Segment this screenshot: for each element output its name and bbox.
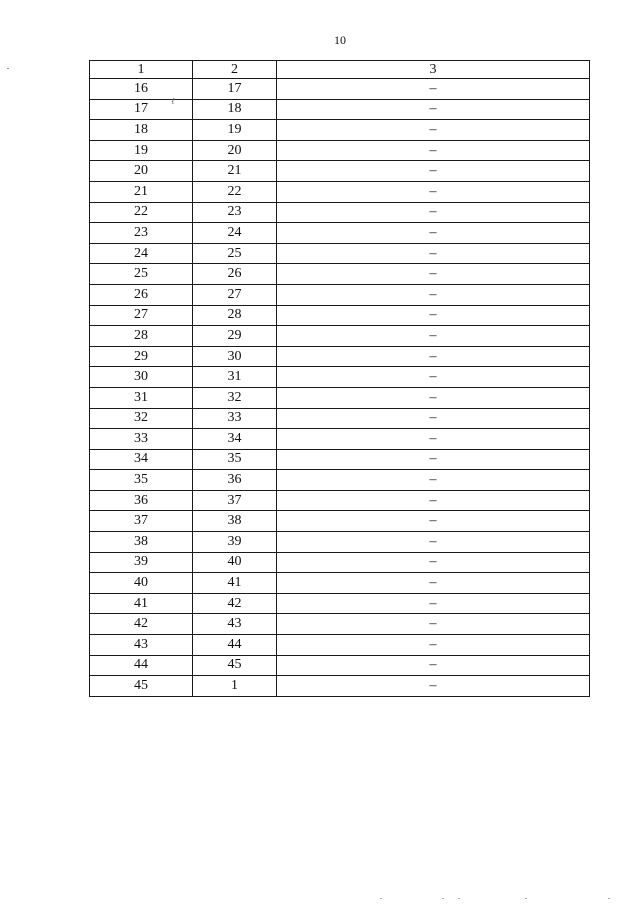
table-cell-col-1: 40 bbox=[90, 573, 193, 594]
table-cell-col-2: 35 bbox=[193, 449, 277, 470]
table-row bbox=[90, 635, 590, 656]
table-cell-col-1: 23 bbox=[90, 223, 193, 244]
scan-artifact-dot bbox=[7, 68, 9, 69]
table-cell-col-1: 25 bbox=[90, 264, 193, 285]
table-cell-col-2: 43 bbox=[193, 614, 277, 635]
table-cell-col-2: 30 bbox=[193, 346, 277, 367]
table-cell-col-3: – bbox=[277, 490, 590, 511]
table-cell-col-2: 33 bbox=[193, 408, 277, 429]
table-cell-col-1: 17 bbox=[90, 99, 193, 120]
table-cell-col-2: 20 bbox=[193, 140, 277, 161]
table-row bbox=[90, 140, 590, 161]
column-header-1: 1 bbox=[90, 61, 193, 79]
table-cell-col-3: – bbox=[277, 346, 590, 367]
table-cell-col-3: – bbox=[277, 511, 590, 532]
table-row bbox=[90, 326, 590, 347]
table-cell-col-3: – bbox=[277, 429, 590, 450]
table-row bbox=[90, 284, 590, 305]
table-row bbox=[90, 490, 590, 511]
table-cell-col-1: 31 bbox=[90, 387, 193, 408]
table-row bbox=[90, 202, 590, 223]
table-row bbox=[90, 408, 590, 429]
table-cell-col-3: – bbox=[277, 223, 590, 244]
table-cell-col-2: 45 bbox=[193, 655, 277, 676]
table-cell-col-1: 39 bbox=[90, 552, 193, 573]
table-cell-col-1: 35 bbox=[90, 470, 193, 491]
table-cell-col-2: 19 bbox=[193, 120, 277, 141]
table-cell-col-2: 29 bbox=[193, 326, 277, 347]
table-cell-col-1: 24 bbox=[90, 243, 193, 264]
table-cell-col-3: – bbox=[277, 181, 590, 202]
table-cell-col-1: 44 bbox=[90, 655, 193, 676]
table-cell-col-1: 21 bbox=[90, 181, 193, 202]
table-cell-col-1: 19 bbox=[90, 140, 193, 161]
scan-artifact-specks bbox=[380, 898, 610, 902]
table-cell-col-1: 41 bbox=[90, 593, 193, 614]
table-row bbox=[90, 532, 590, 553]
table-cell-col-1: 22 bbox=[90, 202, 193, 223]
table-row bbox=[90, 470, 590, 491]
table-cell-col-2: 17 bbox=[193, 79, 277, 100]
table-cell-col-2: 41 bbox=[193, 573, 277, 594]
table-cell-col-1: 27 bbox=[90, 305, 193, 326]
table-row bbox=[90, 367, 590, 388]
table-row bbox=[90, 573, 590, 594]
table-cell-col-2: 34 bbox=[193, 429, 277, 450]
table-cell-col-3: – bbox=[277, 593, 590, 614]
table-cell-col-3: – bbox=[277, 367, 590, 388]
table-cell-col-2: 38 bbox=[193, 511, 277, 532]
table-row bbox=[90, 346, 590, 367]
column-header-3: 3 bbox=[277, 61, 590, 79]
table-cell-col-1: 43 bbox=[90, 635, 193, 656]
table-cell-col-2: 36 bbox=[193, 470, 277, 491]
table-row bbox=[90, 243, 590, 264]
table-cell-col-1: 28 bbox=[90, 326, 193, 347]
table-row bbox=[90, 79, 590, 100]
table-cell-col-1: 45 bbox=[90, 676, 193, 697]
table-row bbox=[90, 305, 590, 326]
table-cell-col-3: – bbox=[277, 449, 590, 470]
table-row bbox=[90, 552, 590, 573]
table-header-row bbox=[90, 61, 590, 79]
table-cell-col-2: 27 bbox=[193, 284, 277, 305]
table-cell-col-1: 34 bbox=[90, 449, 193, 470]
table-cell-col-1: 42 bbox=[90, 614, 193, 635]
table-cell-col-2: 44 bbox=[193, 635, 277, 656]
table-cell-col-3: – bbox=[277, 676, 590, 697]
table-row bbox=[90, 593, 590, 614]
table-cell-col-3: – bbox=[277, 614, 590, 635]
table-cell-col-1: 29 bbox=[90, 346, 193, 367]
table-cell-col-1: 36 bbox=[90, 490, 193, 511]
data-table bbox=[89, 60, 590, 697]
table-cell-col-3: – bbox=[277, 655, 590, 676]
table-cell-col-2: 42 bbox=[193, 593, 277, 614]
table-cell-col-3: – bbox=[277, 552, 590, 573]
table-cell-col-2: 31 bbox=[193, 367, 277, 388]
table-cell-col-3: – bbox=[277, 264, 590, 285]
table-row bbox=[90, 655, 590, 676]
table-cell-col-3: – bbox=[277, 284, 590, 305]
table-cell-col-2: 25 bbox=[193, 243, 277, 264]
table-cell-col-3: – bbox=[277, 532, 590, 553]
table-cell-col-3: – bbox=[277, 202, 590, 223]
table-cell-col-2: 32 bbox=[193, 387, 277, 408]
table-cell-col-2: 24 bbox=[193, 223, 277, 244]
table-cell-col-3: – bbox=[277, 99, 590, 120]
table-cell-col-1: 30 bbox=[90, 367, 193, 388]
table-cell-col-2: 23 bbox=[193, 202, 277, 223]
table-cell-col-1: 38 bbox=[90, 532, 193, 553]
table-cell-col-2: 26 bbox=[193, 264, 277, 285]
table-cell-col-3: – bbox=[277, 305, 590, 326]
stray-pen-mark: ℓ bbox=[171, 96, 175, 106]
table-cell-col-3: – bbox=[277, 120, 590, 141]
table-cell-col-1: 33 bbox=[90, 429, 193, 450]
table-cell-col-3: – bbox=[277, 387, 590, 408]
table-cell-col-2: 22 bbox=[193, 181, 277, 202]
table-cell-col-2: 1 bbox=[193, 676, 277, 697]
table-row bbox=[90, 223, 590, 244]
column-header-2: 2 bbox=[193, 61, 277, 79]
table-cell-col-1: 16 bbox=[90, 79, 193, 100]
table-cell-col-1: 18 bbox=[90, 120, 193, 141]
table-row bbox=[90, 181, 590, 202]
table-cell-col-3: – bbox=[277, 140, 590, 161]
table-row bbox=[90, 449, 590, 470]
table-cell-col-2: 18 bbox=[193, 99, 277, 120]
table-row bbox=[90, 676, 590, 697]
table-cell-col-1: 37 bbox=[90, 511, 193, 532]
table-cell-col-2: 40 bbox=[193, 552, 277, 573]
table-cell-col-1: 32 bbox=[90, 408, 193, 429]
table-body bbox=[90, 61, 590, 697]
table-cell-col-1: 20 bbox=[90, 161, 193, 182]
table-row bbox=[90, 614, 590, 635]
table-row bbox=[90, 161, 590, 182]
table-cell-col-3: – bbox=[277, 408, 590, 429]
table-cell-col-3: – bbox=[277, 243, 590, 264]
table-cell-col-1: 26 bbox=[90, 284, 193, 305]
table-cell-col-3: – bbox=[277, 470, 590, 491]
table-row bbox=[90, 99, 590, 120]
table-row bbox=[90, 387, 590, 408]
table-cell-col-2: 39 bbox=[193, 532, 277, 553]
table-cell-col-3: – bbox=[277, 161, 590, 182]
table-cell-col-3: – bbox=[277, 573, 590, 594]
table-cell-col-3: – bbox=[277, 326, 590, 347]
table-cell-col-2: 37 bbox=[193, 490, 277, 511]
table-cell-col-2: 21 bbox=[193, 161, 277, 182]
table-cell-col-2: 28 bbox=[193, 305, 277, 326]
table-row bbox=[90, 120, 590, 141]
table-row bbox=[90, 264, 590, 285]
table-cell-col-3: – bbox=[277, 635, 590, 656]
table-row bbox=[90, 429, 590, 450]
page-number: 10 bbox=[334, 33, 346, 47]
table-row bbox=[90, 511, 590, 532]
table-cell-col-3: – bbox=[277, 79, 590, 100]
